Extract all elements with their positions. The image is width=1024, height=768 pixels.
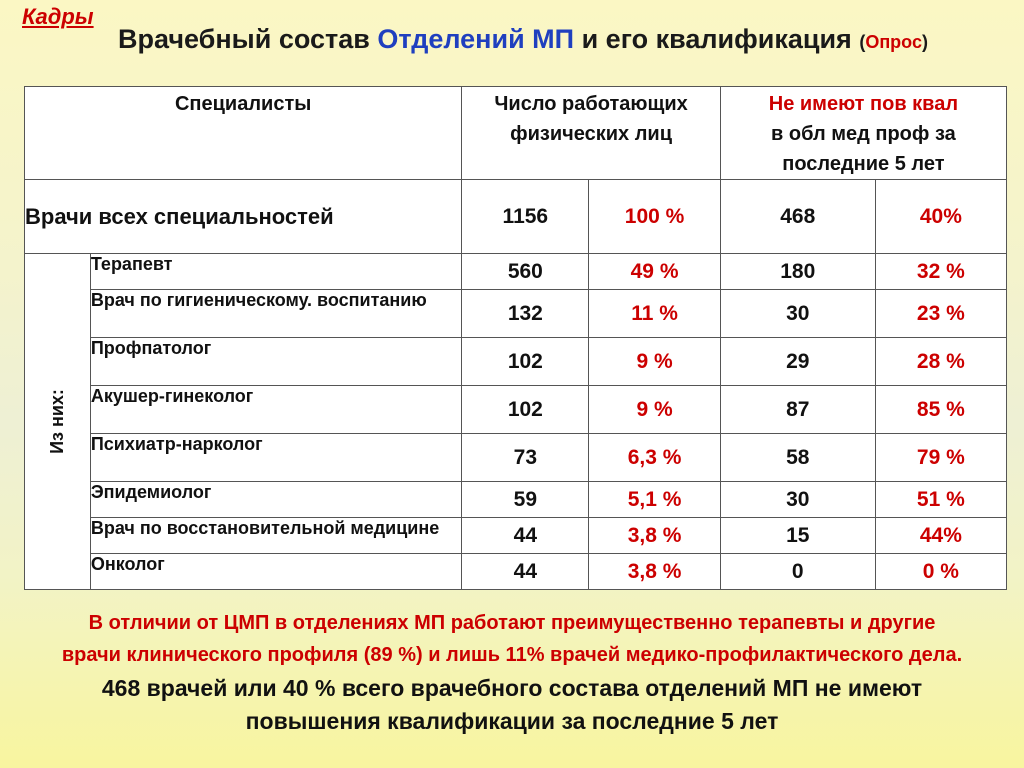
- specialty-nq: 15: [720, 518, 875, 554]
- specialty-count-pct: 6,3 %: [589, 434, 720, 482]
- total-count: 1156: [462, 180, 589, 254]
- specialty-nq: 180: [720, 254, 875, 290]
- specialty-count: 102: [462, 386, 589, 434]
- specialty-nq: 58: [720, 434, 875, 482]
- section-label: Кадры: [22, 4, 94, 29]
- specialty-count: 59: [462, 482, 589, 518]
- footer-red-line-1: В отличии от ЦМП в отделениях МП работают преимущественно терапевты и другие: [88, 612, 936, 634]
- specialty-name: Онколог: [90, 554, 462, 590]
- specialty-nq-pct: 79 %: [875, 434, 1006, 482]
- specialty-count: 44: [462, 518, 589, 554]
- specialty-name: Терапевт: [90, 254, 462, 290]
- specialty-name: Психиатр-нарколог: [90, 434, 462, 482]
- specialty-count: 560: [462, 254, 589, 290]
- staff-table: [24, 86, 1007, 590]
- specialty-count: 102: [462, 338, 589, 386]
- page-title: [118, 24, 998, 55]
- header-not-qualified: Не имеют пов квал в обл мед проф за последние 5 лет: [720, 87, 1006, 180]
- table-header-row: [25, 87, 1007, 180]
- title-note: Опрос: [865, 32, 922, 52]
- specialty-nq: 0: [720, 554, 875, 590]
- specialty-count: 132: [462, 290, 589, 338]
- specialty-nq-pct: 28 %: [875, 338, 1006, 386]
- specialty-nq-pct: 85 %: [875, 386, 1006, 434]
- table-row: [25, 290, 1007, 338]
- specialty-name: Акушер-гинеколог: [90, 386, 462, 434]
- specialty-count-pct: 49 %: [589, 254, 720, 290]
- footer-red-line-2: врачи клинического профиля (89 %) и лишь 11% врачей медико-профилактического дела.: [61, 644, 963, 666]
- header-count: Число работающих физических лиц: [462, 87, 720, 180]
- specialty-count-pct: 5,1 %: [589, 482, 720, 518]
- specialty-count-pct: 9 %: [589, 386, 720, 434]
- title-note-open: (: [859, 32, 866, 52]
- specialty-count: 73: [462, 434, 589, 482]
- specialty-count-pct: 11 %: [589, 290, 720, 338]
- header-specialists: Специалисты: [25, 87, 462, 180]
- specialty-count-pct: 3,8 %: [589, 518, 720, 554]
- total-nq-pct: 40%: [875, 180, 1006, 254]
- table-row: [25, 386, 1007, 434]
- table-row: [25, 482, 1007, 518]
- title-note-close: ): [921, 32, 928, 52]
- footer-black-line-2: повышения квалификации за последние 5 лет: [245, 708, 779, 734]
- specialty-name: Эпидемиолог: [90, 482, 462, 518]
- table-row: [25, 254, 1007, 290]
- table-row: [25, 518, 1007, 554]
- specialty-nq-pct: 51 %: [875, 482, 1006, 518]
- specialty-nq-pct: 0 %: [875, 554, 1006, 590]
- table-row: [25, 554, 1007, 590]
- specialty-name: Врач по восстановительной медицине: [90, 518, 462, 554]
- specialty-nq-pct: 32 %: [875, 254, 1006, 290]
- specialty-nq-pct: 44%: [875, 518, 1006, 554]
- specialty-nq: 30: [720, 290, 875, 338]
- title-part1: Врачебный состав: [118, 24, 378, 54]
- specialty-name: Профпатолог: [90, 338, 462, 386]
- table-row: [25, 434, 1007, 482]
- specialty-nq: 30: [720, 482, 875, 518]
- total-count-pct: 100 %: [589, 180, 720, 254]
- total-label: Врачи всех специальностей: [25, 180, 462, 254]
- specialty-nq-pct: 23 %: [875, 290, 1006, 338]
- specialty-nq: 87: [720, 386, 875, 434]
- footer-black-line-1: 468 врачей или 40 % всего врачебного состава отделений МП не имеют: [101, 675, 923, 701]
- total-nq: 468: [720, 180, 875, 254]
- of-them-label: Из них:: [25, 254, 91, 590]
- specialty-nq: 29: [720, 338, 875, 386]
- specialty-count-pct: 3,8 %: [589, 554, 720, 590]
- specialty-count-pct: 9 %: [589, 338, 720, 386]
- specialty-count: 44: [462, 554, 589, 590]
- table-row: [25, 338, 1007, 386]
- total-row: [25, 180, 1007, 254]
- title-part2: и его квалификация: [574, 24, 860, 54]
- title-accent: Отделений МП: [377, 24, 575, 54]
- specialty-name: Врач по гигиеническому. воспитанию: [90, 290, 462, 338]
